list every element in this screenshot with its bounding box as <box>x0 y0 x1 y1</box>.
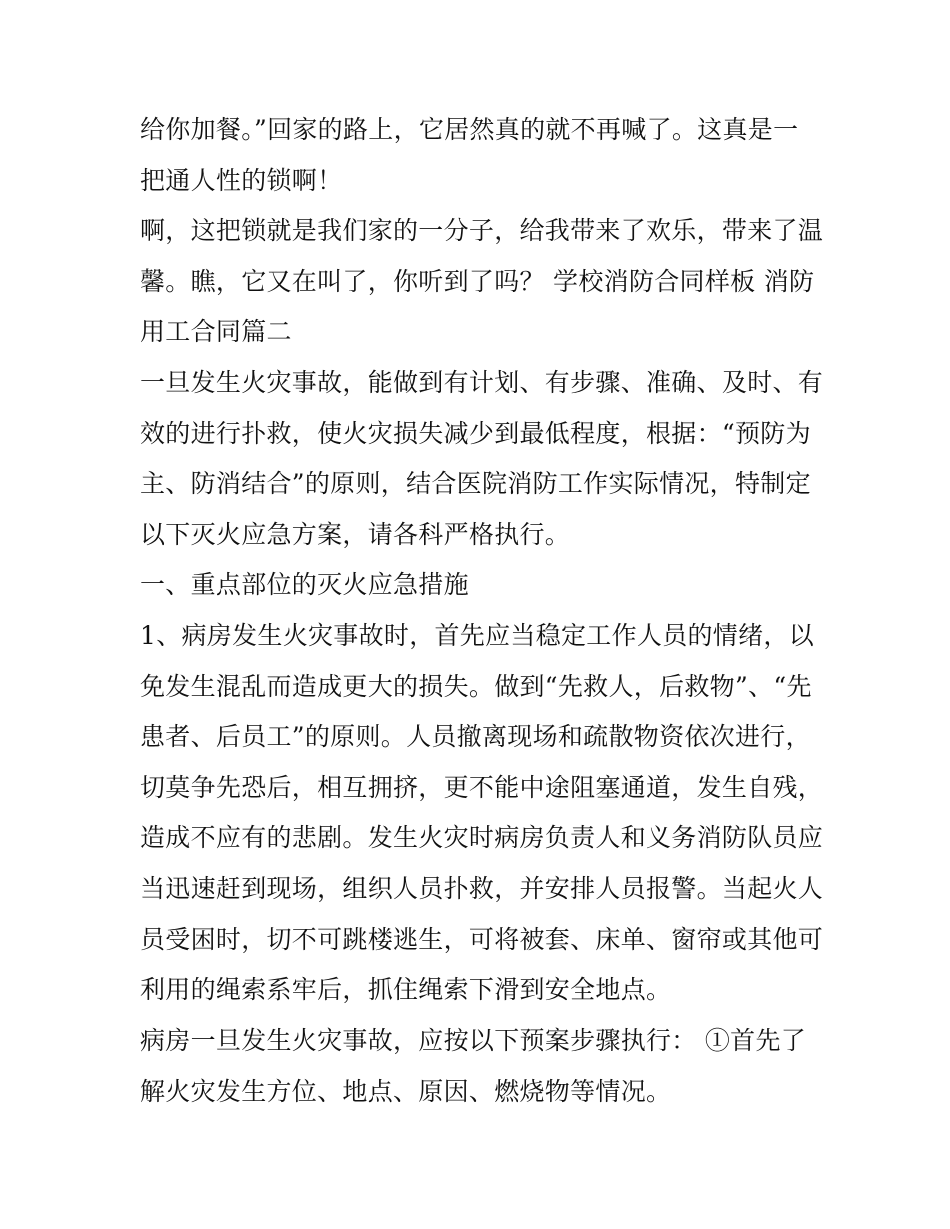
text-line: 一旦发生火灾事故，能做到有计划、有步骤、准确、及时、有 <box>140 368 824 397</box>
text-line: 解火灾发生方位、地点、原因、燃烧物等情况。 <box>140 1077 672 1106</box>
text-line: 员受困时，切不可跳楼逃生，可将被套、床单、窗帘或其他可 <box>140 925 824 954</box>
text-line: 馨。瞧，它又在叫了，你听到了吗？ 学校消防合同样板 消防 <box>140 267 815 296</box>
text-line: 免发生混乱而造成更大的损失。做到“先救人，后救物”、“先 <box>140 672 812 701</box>
text-line: 当迅速赶到现场，组织人员扑救，并安排人员报警。当起火人 <box>140 874 824 903</box>
text-line: 用工合同篇二 <box>140 317 292 346</box>
text-line: 利用的绳索系牢后，抓住绳索下滑到安全地点。 <box>140 975 672 1004</box>
text-line: 以下灭火应急方案，请各科严格执行。 <box>140 520 571 549</box>
text-line: 啊，这把锁就是我们家的一分子，给我带来了欢乐，带来了温 <box>140 216 824 245</box>
text-line: 造成不应有的悲剧。发生火灾时病房负责人和义务消防队员应 <box>140 823 824 852</box>
text-line: 1、病房发生火灾事故时，首先应当稳定工作人员的情绪，以 <box>140 621 815 650</box>
text-line: 主、防消结合”的原则，结合医院消防工作实际情况，特制定 <box>140 469 811 498</box>
text-line: 给你加餐。”回家的路上，它居然真的就不再喊了。这真是一 <box>140 115 799 144</box>
text-line: 切莫争先恐后，相互拥挤，更不能中途阻塞通道，发生自残， <box>140 773 824 802</box>
text-line: 效的进行扑救，使火灾损失减少到最低程度，根据：“预防为 <box>140 419 811 448</box>
text-line: 把通人性的锁啊！ <box>140 166 343 195</box>
section-heading: 一、重点部位的灭火应急措施 <box>140 570 469 599</box>
text-line: 病房一旦发生火灾事故，应按以下预案步骤执行： ①首先了 <box>140 1026 807 1055</box>
text-line: 患者、后员工”的原则。人员撤离现场和疏散物资依次进行， <box>140 722 811 751</box>
